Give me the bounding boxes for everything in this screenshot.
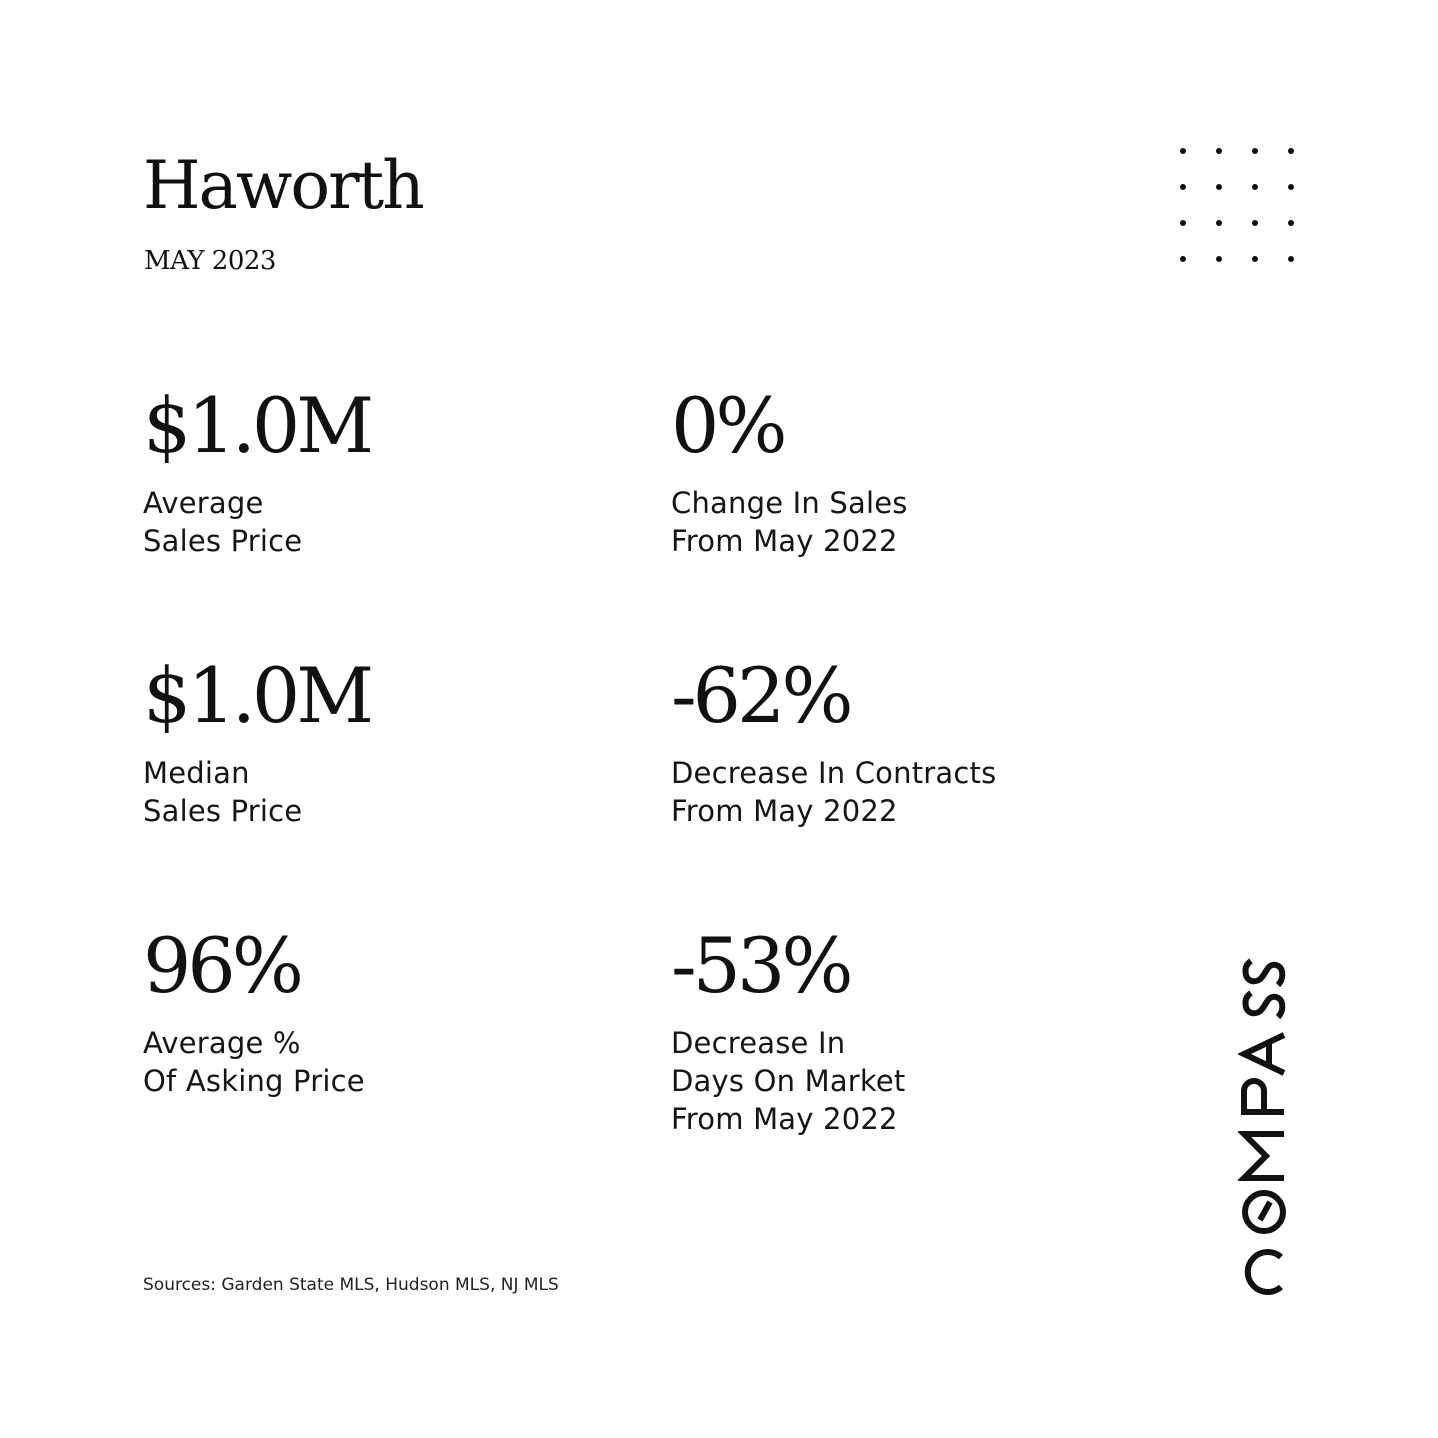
stat-label-line: Sales Price	[143, 524, 303, 558]
stat-label	[143, 754, 603, 830]
stat-median-sales-price	[143, 651, 603, 830]
stat-label-line: Decrease In Contracts	[671, 756, 997, 790]
stat-label	[143, 484, 603, 560]
stat-label-line: Change In Sales	[671, 486, 908, 520]
stat-label-line: From May 2022	[671, 1102, 898, 1136]
stat-value: 0%	[671, 381, 784, 470]
compass-wordmark-logo	[1238, 955, 1290, 1295]
stat-label-line: Average %	[143, 1026, 301, 1060]
stat-label-line: Sales Price	[143, 794, 303, 828]
stat-label-line: Median	[143, 756, 250, 790]
stat-label-line: From May 2022	[671, 794, 898, 828]
stat-label	[671, 754, 1131, 830]
stat-label-line: Average	[143, 486, 264, 520]
stat-decrease-in-contracts	[671, 651, 1131, 830]
stat-label	[143, 1024, 603, 1100]
dot-grid-icon	[1172, 140, 1302, 270]
stat-label-line: Decrease In	[671, 1026, 846, 1060]
page-title: Haworth	[143, 147, 423, 224]
stat-label	[671, 1024, 1131, 1138]
report-date: MAY 2023	[144, 246, 276, 276]
stat-value: $1.0M	[143, 651, 371, 740]
stat-value: -62%	[671, 651, 850, 740]
stat-label-line: Days On Market	[671, 1064, 906, 1098]
stat-average-sales-price	[143, 381, 603, 560]
sources-note: Sources: Garden State MLS, Hudson MLS, NJ MLS	[143, 1275, 559, 1295]
stat-decrease-in-days-on-market	[671, 921, 1131, 1138]
stat-change-in-sales	[671, 381, 1131, 560]
stat-label-line: From May 2022	[671, 524, 898, 558]
stat-value: 96%	[143, 921, 300, 1010]
stat-label-line: Of Asking Price	[143, 1064, 365, 1098]
stat-average-of-asking-price	[143, 921, 603, 1100]
stat-value: -53%	[671, 921, 850, 1010]
stat-label	[671, 484, 1131, 560]
stat-value: $1.0M	[143, 381, 371, 470]
